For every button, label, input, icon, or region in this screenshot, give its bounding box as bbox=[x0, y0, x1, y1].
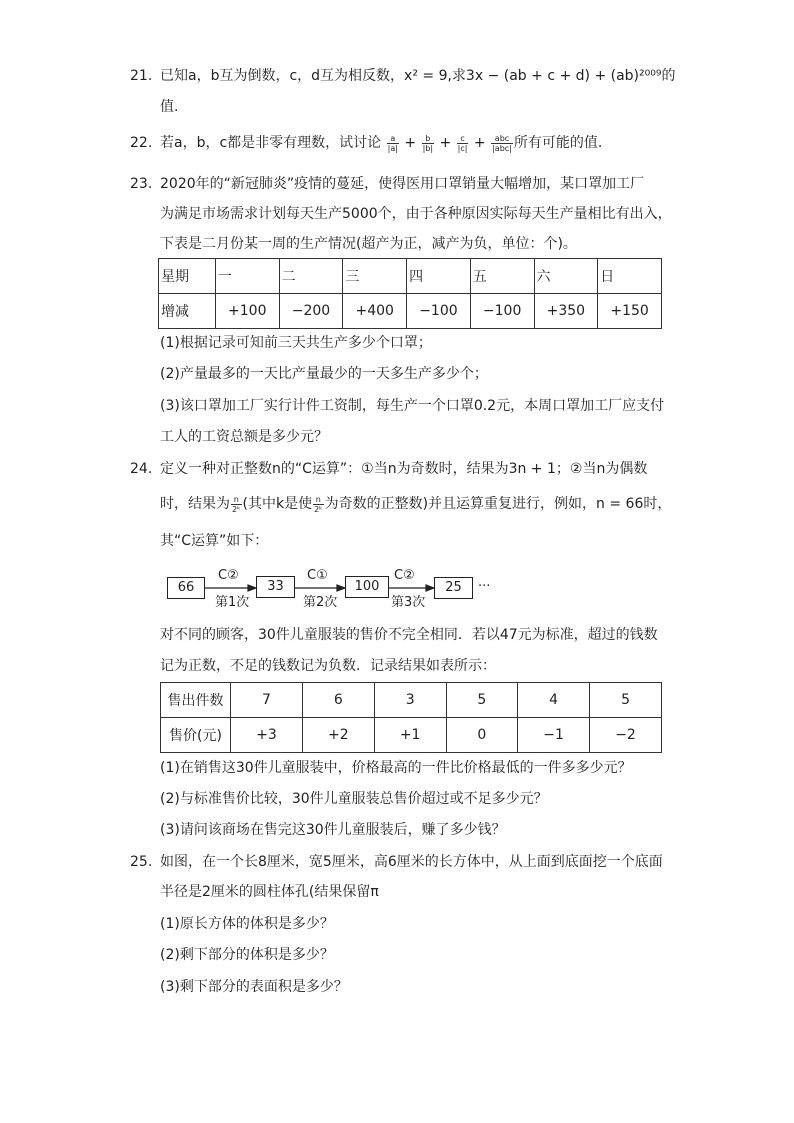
table-cell: +150 bbox=[598, 294, 662, 329]
question-text-line: 记为正数，不足的钱数记为负数．记录结果如表所示： bbox=[160, 658, 496, 674]
question-number: 23. bbox=[130, 176, 153, 192]
subquestion-2: (2)产量最多的一天比产量最少的一天多生产多少个； bbox=[160, 366, 488, 382]
table-cell: 增减 bbox=[159, 294, 216, 329]
table-cell: 一 bbox=[215, 259, 279, 294]
subquestion-3-cont: 工人的工资总额是多少元？ bbox=[160, 429, 328, 445]
question-number: 24. bbox=[130, 461, 153, 477]
fraction-a: $\frac{a}{|a|}$ bbox=[387, 133, 398, 153]
question-text-line: 半径是2厘米的圆柱体孔(结果保留π bbox=[160, 884, 379, 900]
table-cell: 六 bbox=[534, 259, 598, 294]
table-row bbox=[161, 683, 662, 718]
fraction-n-over-2k: $\frac{n}{\text{2ᵏ}}$ bbox=[232, 494, 241, 514]
table-cell: −2 bbox=[590, 718, 662, 753]
table-cell: +350 bbox=[534, 294, 598, 329]
flow-operation-label: C② bbox=[394, 568, 415, 583]
table-cell: +1 bbox=[374, 718, 446, 753]
subquestion-3: (3)剩下部分的表面积是多少？ bbox=[160, 979, 348, 995]
question-text-line: 已知a，b互为倒数，c，d互为相反数，x² = 9,求3x − (ab + c + d) + (ab)²⁰⁰⁹的 bbox=[160, 68, 676, 84]
flow-box: 100 bbox=[345, 576, 389, 598]
table-cell: 星期 bbox=[159, 259, 216, 294]
flow-box: 25 bbox=[434, 577, 473, 599]
table-cell: 售出件数 bbox=[161, 683, 231, 718]
fraction-n-over-2k: $\frac{n}{\text{2ᵏ}}$ bbox=[314, 494, 323, 514]
sales-table bbox=[160, 682, 662, 753]
table-row bbox=[159, 259, 662, 294]
flow-ellipsis: ··· bbox=[478, 579, 491, 594]
subquestion-1: (1)在销售这30件儿童服装中，价格最高的一件比价格最低的一件多多少元？ bbox=[160, 760, 632, 776]
table-cell: 5 bbox=[590, 683, 662, 718]
question-number: 21. bbox=[130, 68, 153, 84]
question-prefix: 若a，b，c都是非零有理数，试讨论 bbox=[160, 135, 382, 151]
subquestion-1: (1)根据记录可知前三天共生产多少个口罩； bbox=[160, 335, 432, 351]
table-cell: +2 bbox=[302, 718, 374, 753]
table-cell: 0 bbox=[446, 718, 518, 753]
table-cell: 二 bbox=[279, 259, 343, 294]
table-cell: 售价(元) bbox=[161, 718, 231, 753]
table-row bbox=[161, 718, 662, 753]
fraction-abc: $\frac{\text{abc}}{\text{|abc|}}$ bbox=[492, 133, 512, 153]
table-cell: −1 bbox=[518, 718, 590, 753]
table-cell: 日 bbox=[598, 259, 662, 294]
table-cell: 4 bbox=[518, 683, 590, 718]
question-number: 25. bbox=[130, 854, 153, 870]
table-row bbox=[159, 294, 662, 329]
table-cell: 三 bbox=[343, 259, 407, 294]
table-cell: 5 bbox=[446, 683, 518, 718]
flow-operation-label: C① bbox=[307, 568, 328, 583]
question-text-line: 2020年的“新冠肺炎”疫情的蔓延，使得医用口罩销量大幅增加，某口罩加工厂 bbox=[160, 176, 645, 192]
flow-step-label: 第3次 bbox=[391, 595, 426, 610]
table-cell: 3 bbox=[374, 683, 446, 718]
table-cell: −100 bbox=[470, 294, 534, 329]
subquestion-3: (3)该口罩加工厂实行计件工资制，每生产一个口罩0.2元，本周口罩加工厂应支付 bbox=[160, 398, 665, 414]
flow-box: 66 bbox=[167, 577, 205, 599]
flow-box: 33 bbox=[256, 576, 295, 598]
table-cell: −200 bbox=[279, 294, 343, 329]
production-table bbox=[158, 258, 662, 329]
table-cell: 四 bbox=[407, 259, 471, 294]
question-number: 22. bbox=[130, 135, 153, 151]
question-text-line: 时，结果为 $\frac{n}{\text{2ᵏ}}$ (其中k是使 $\frac{n}{\text{2ᵏ}}$ 为奇数的正整数)并且运算重复进行，例如，n = 66时， bbox=[160, 494, 672, 514]
fraction-b: $\frac{b}{|b|}$ bbox=[422, 133, 434, 153]
question-text-line: 值. bbox=[160, 99, 179, 115]
question-text-line: 下表是二月份某一周的生产情况(超产为正，减产为负，单位：个)。 bbox=[160, 236, 577, 252]
question-text-line: 其“C运算”如下： bbox=[160, 533, 269, 549]
table-cell: 五 bbox=[470, 259, 534, 294]
table-cell: +400 bbox=[343, 294, 407, 329]
table-cell: +100 bbox=[215, 294, 279, 329]
question-suffix: 所有可能的值. bbox=[513, 135, 603, 151]
table-cell: 6 bbox=[302, 683, 374, 718]
subquestion-1: (1)原长方体的体积是多少？ bbox=[160, 916, 334, 932]
flow-step-label: 第1次 bbox=[215, 595, 250, 610]
fraction-c: $\frac{c}{|c|}$ bbox=[457, 133, 468, 153]
table-cell: +3 bbox=[231, 718, 303, 753]
question-text-line: 若a，b，c都是非零有理数，试讨论 $\frac{a}{|a|}$ + $\frac{b}{|b|}$ + $\frac{c}{|c|}$ + $\frac{\text{abc}}{\text{|abc|}}$ 所有可能的值. bbox=[160, 133, 603, 153]
subquestion-2: (2)与标准售价比较，30件儿童服装总售价超过或不足多少元？ bbox=[160, 791, 548, 807]
table-cell: −100 bbox=[407, 294, 471, 329]
subquestion-2: (2)剩下部分的体积是多少？ bbox=[160, 947, 334, 963]
question-text-line: 如图，在一个长8厘米，宽5厘米，高6厘米的长方体中，从上面到底面挖一个底面 bbox=[160, 854, 663, 870]
flow-step-label: 第2次 bbox=[303, 595, 338, 610]
question-text-line: 为满足市场需求计划每天生产5000个，由于各种原因实际每天生产量相比有出入， bbox=[160, 206, 672, 222]
subquestion-3: (3)请问该商场在售完这30件儿童服装后，赚了多少钱？ bbox=[160, 822, 506, 838]
question-text-line: 定义一种对正整数n的“C运算”：①当n为奇数时，结果为3n + 1；②当n为偶数 bbox=[160, 461, 648, 477]
question-text-line: 对不同的顾客，30件儿童服装的售价不完全相同．若以47元为标准，超过的钱数 bbox=[160, 627, 658, 643]
flow-operation-label: C② bbox=[218, 568, 239, 583]
table-cell: 7 bbox=[231, 683, 303, 718]
